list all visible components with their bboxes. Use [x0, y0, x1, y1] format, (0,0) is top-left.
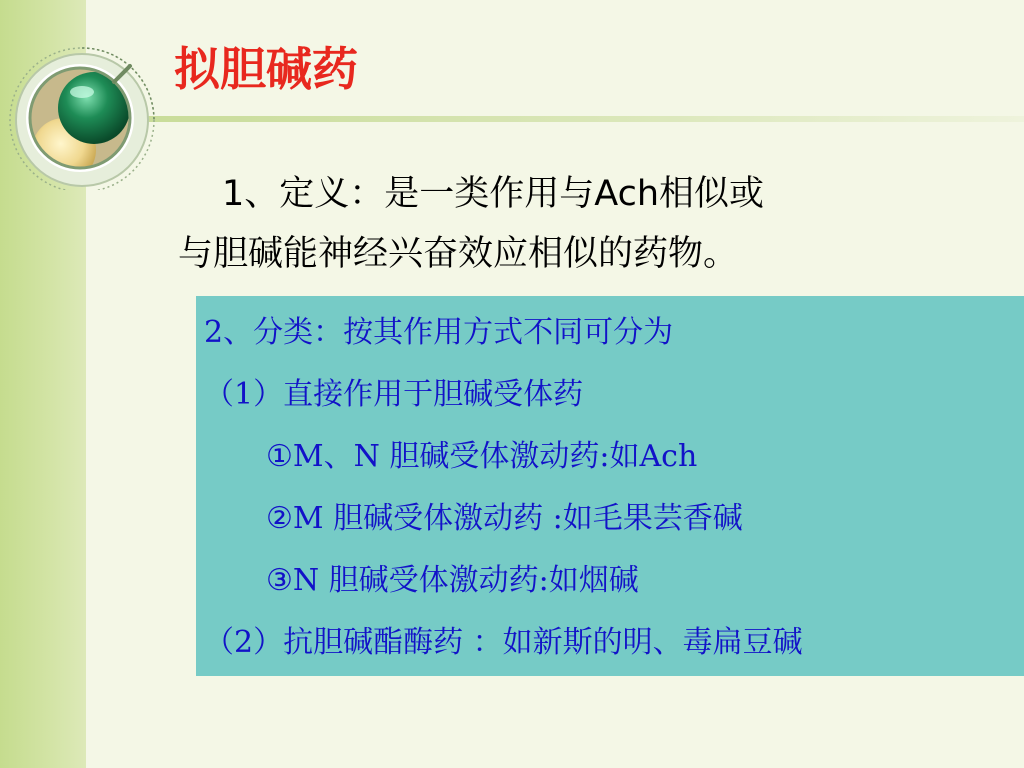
classification-item-direct: （1）直接作用于胆碱受体药	[204, 377, 584, 412]
definition-text	[178, 164, 938, 284]
slide-title: 拟胆碱药	[174, 42, 358, 96]
classification-heading: 2、分类：按其作用方式不同可分为	[204, 315, 674, 350]
definition-line-1: 1、定义：是一类作用与Ach相似或	[222, 174, 765, 214]
classification-item-anticholinesterase: （2）抗胆碱酯酶药 ：如新斯的明、毒扁豆碱	[204, 625, 803, 660]
classification-box	[196, 296, 1024, 676]
title-underline-bar	[130, 116, 1024, 122]
classification-item-n: ③N 胆碱受体激动药:如烟碱	[266, 563, 639, 598]
classification-item-mn: ①M、N 胆碱受体激动药:如Ach	[266, 439, 698, 474]
definition-line-2: 与胆碱能神经兴奋效应相似的药物。	[178, 234, 739, 274]
beads-circle-icon	[4, 30, 164, 190]
classification-item-m: ②M 胆碱受体激动药 :如毛果芸香碱	[266, 501, 743, 536]
